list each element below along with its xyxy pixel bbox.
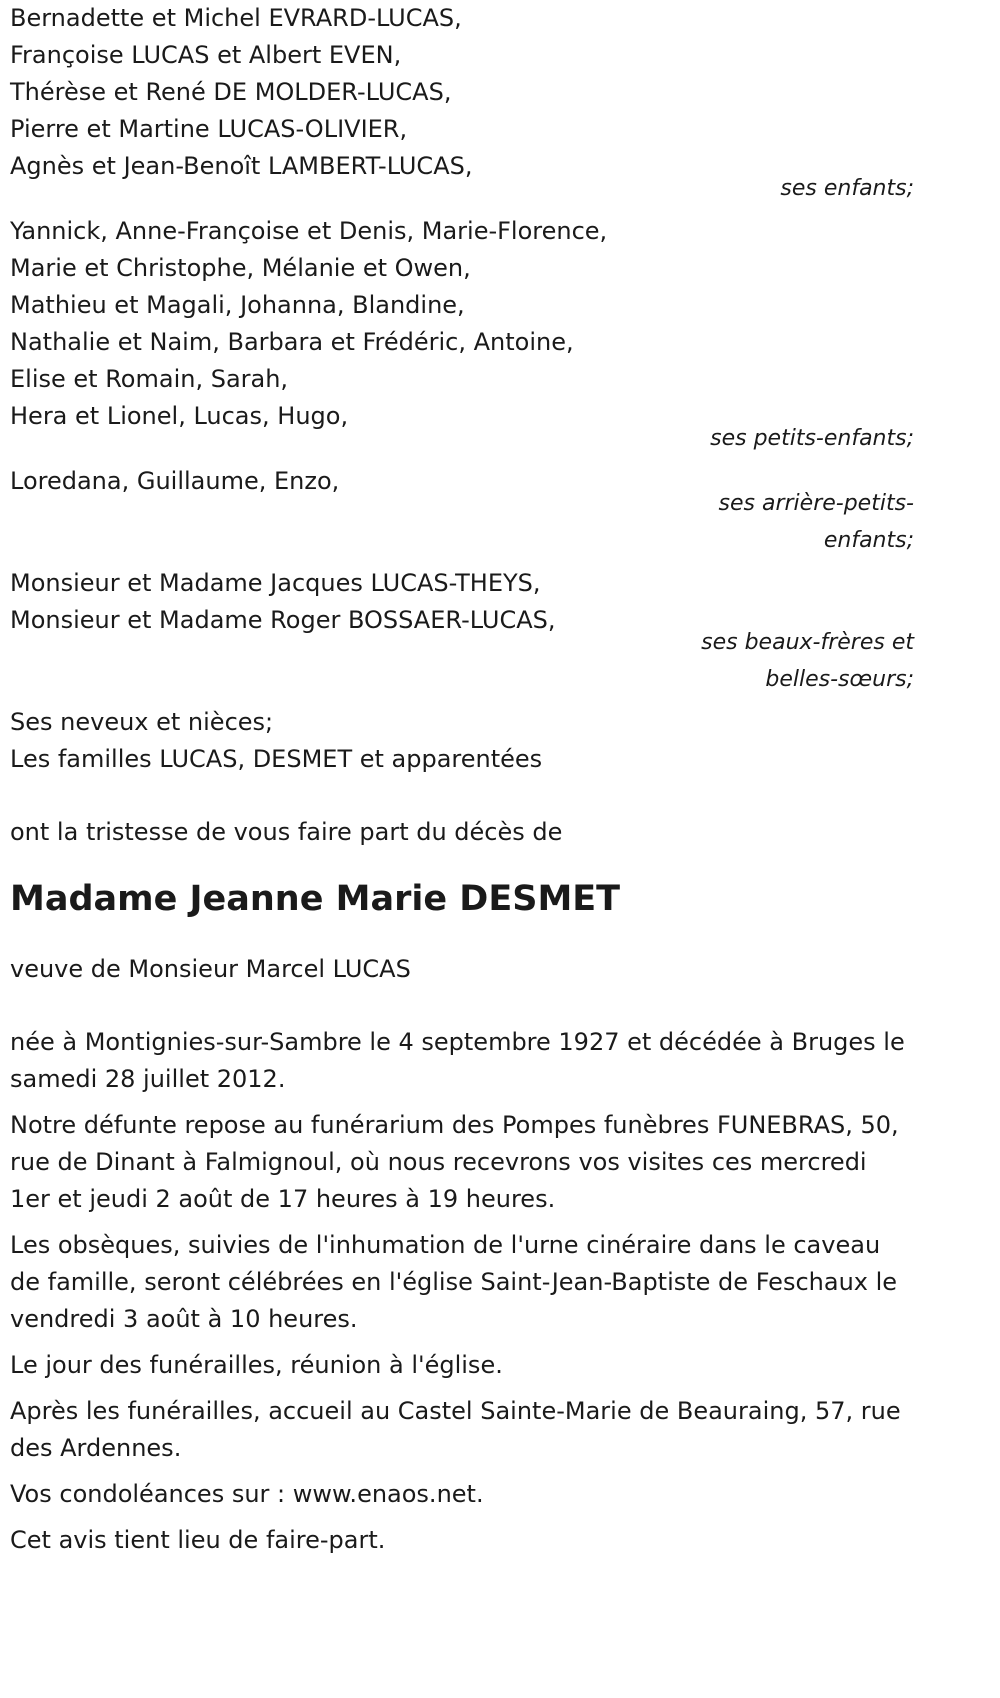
- meeting-paragraph: Le jour des funérailles, réunion à l'église.: [10, 1351, 503, 1379]
- deceased-name: Madame Jeanne Marie DESMET: [10, 879, 621, 919]
- great-grandchildren-group: [10, 463, 914, 559]
- family-line: Hera et Lionel, Lucas, Hugo,: [10, 402, 349, 430]
- obituary-notice: [10, 0, 914, 1568]
- relation-label: ses arrière-petits-: [718, 491, 914, 516]
- family-line: Monsieur et Madame Roger BOSSAER-LUCAS,: [10, 606, 556, 634]
- funeral-paragraph: Les obsèques, suivies de l'inhumation de l'urne cinéraire dans le caveau de famille, seront célébrées en l'église Saint-Jean-Baptiste de Feschaux le vendredi 3 août à 10 heures.: [10, 1231, 898, 1333]
- family-line: Thérèse et René DE MOLDER-LUCAS,: [10, 78, 452, 106]
- widow-of-text: veuve de Monsieur Marcel LUCAS: [10, 955, 411, 983]
- family-line: Loredana, Guillaume, Enzo,: [10, 467, 340, 495]
- children-group: [10, 0, 914, 207]
- family-line: Marie et Christophe, Mélanie et Owen,: [10, 254, 471, 282]
- family-line: Mathieu et Magali, Johanna, Blandine,: [10, 291, 465, 319]
- relation-label: ses beaux-frères et: [701, 630, 914, 655]
- in-laws-group: [10, 565, 914, 698]
- family-line: Les familles LUCAS, DESMET et apparentées: [10, 745, 543, 773]
- family-line: Yannick, Anne-Françoise et Denis, Marie-Florence,: [10, 217, 608, 245]
- relation-label: belles-sœurs;: [765, 667, 914, 692]
- birth-death-paragraph: née à Montignies-sur-Sambre le 4 septembre 1927 et décédée à Bruges le samedi 28 juillet 2012.: [10, 1028, 905, 1093]
- family-line: Pierre et Martine LUCAS-OLIVIER,: [10, 115, 408, 143]
- grandchildren-group: [10, 213, 914, 457]
- condolences-paragraph: Vos condoléances sur : www.enaos.net.: [10, 1480, 484, 1508]
- relation-label: enfants;: [823, 528, 914, 553]
- family-line: Agnès et Jean-Benoît LAMBERT-LUCAS,: [10, 152, 473, 180]
- family-line: Monsieur et Madame Jacques LUCAS-THEYS,: [10, 569, 541, 597]
- family-line: Elise et Romain, Sarah,: [10, 365, 289, 393]
- family-line: Bernadette et Michel EVRARD-LUCAS,: [10, 4, 462, 32]
- family-line: Françoise LUCAS et Albert EVEN,: [10, 41, 402, 69]
- relation-label: ses enfants;: [780, 176, 914, 201]
- notice-paragraph: Cet avis tient lieu de faire-part.: [10, 1526, 386, 1554]
- reception-paragraph: Après les funérailles, accueil au Castel Sainte-Marie de Beauraing, 57, rue des Ardennes.: [10, 1397, 901, 1462]
- relation-label: ses petits-enfants;: [710, 426, 914, 451]
- funerarium-paragraph: Notre défunte repose au funérarium des Pompes funèbres FUNEBRAS, 50, rue de Dinant à Falmignoul, où nous recevrons vos visites ces mercredi 1er et jeudi 2 août de 17 heures à 19 heures.: [10, 1111, 899, 1213]
- announcement-text: ont la tristesse de vous faire part du décès de: [10, 818, 563, 846]
- other-relatives-group: [10, 704, 914, 778]
- family-line: Ses neveux et nièces;: [10, 708, 274, 736]
- family-line: Nathalie et Naim, Barbara et Frédéric, Antoine,: [10, 328, 574, 356]
